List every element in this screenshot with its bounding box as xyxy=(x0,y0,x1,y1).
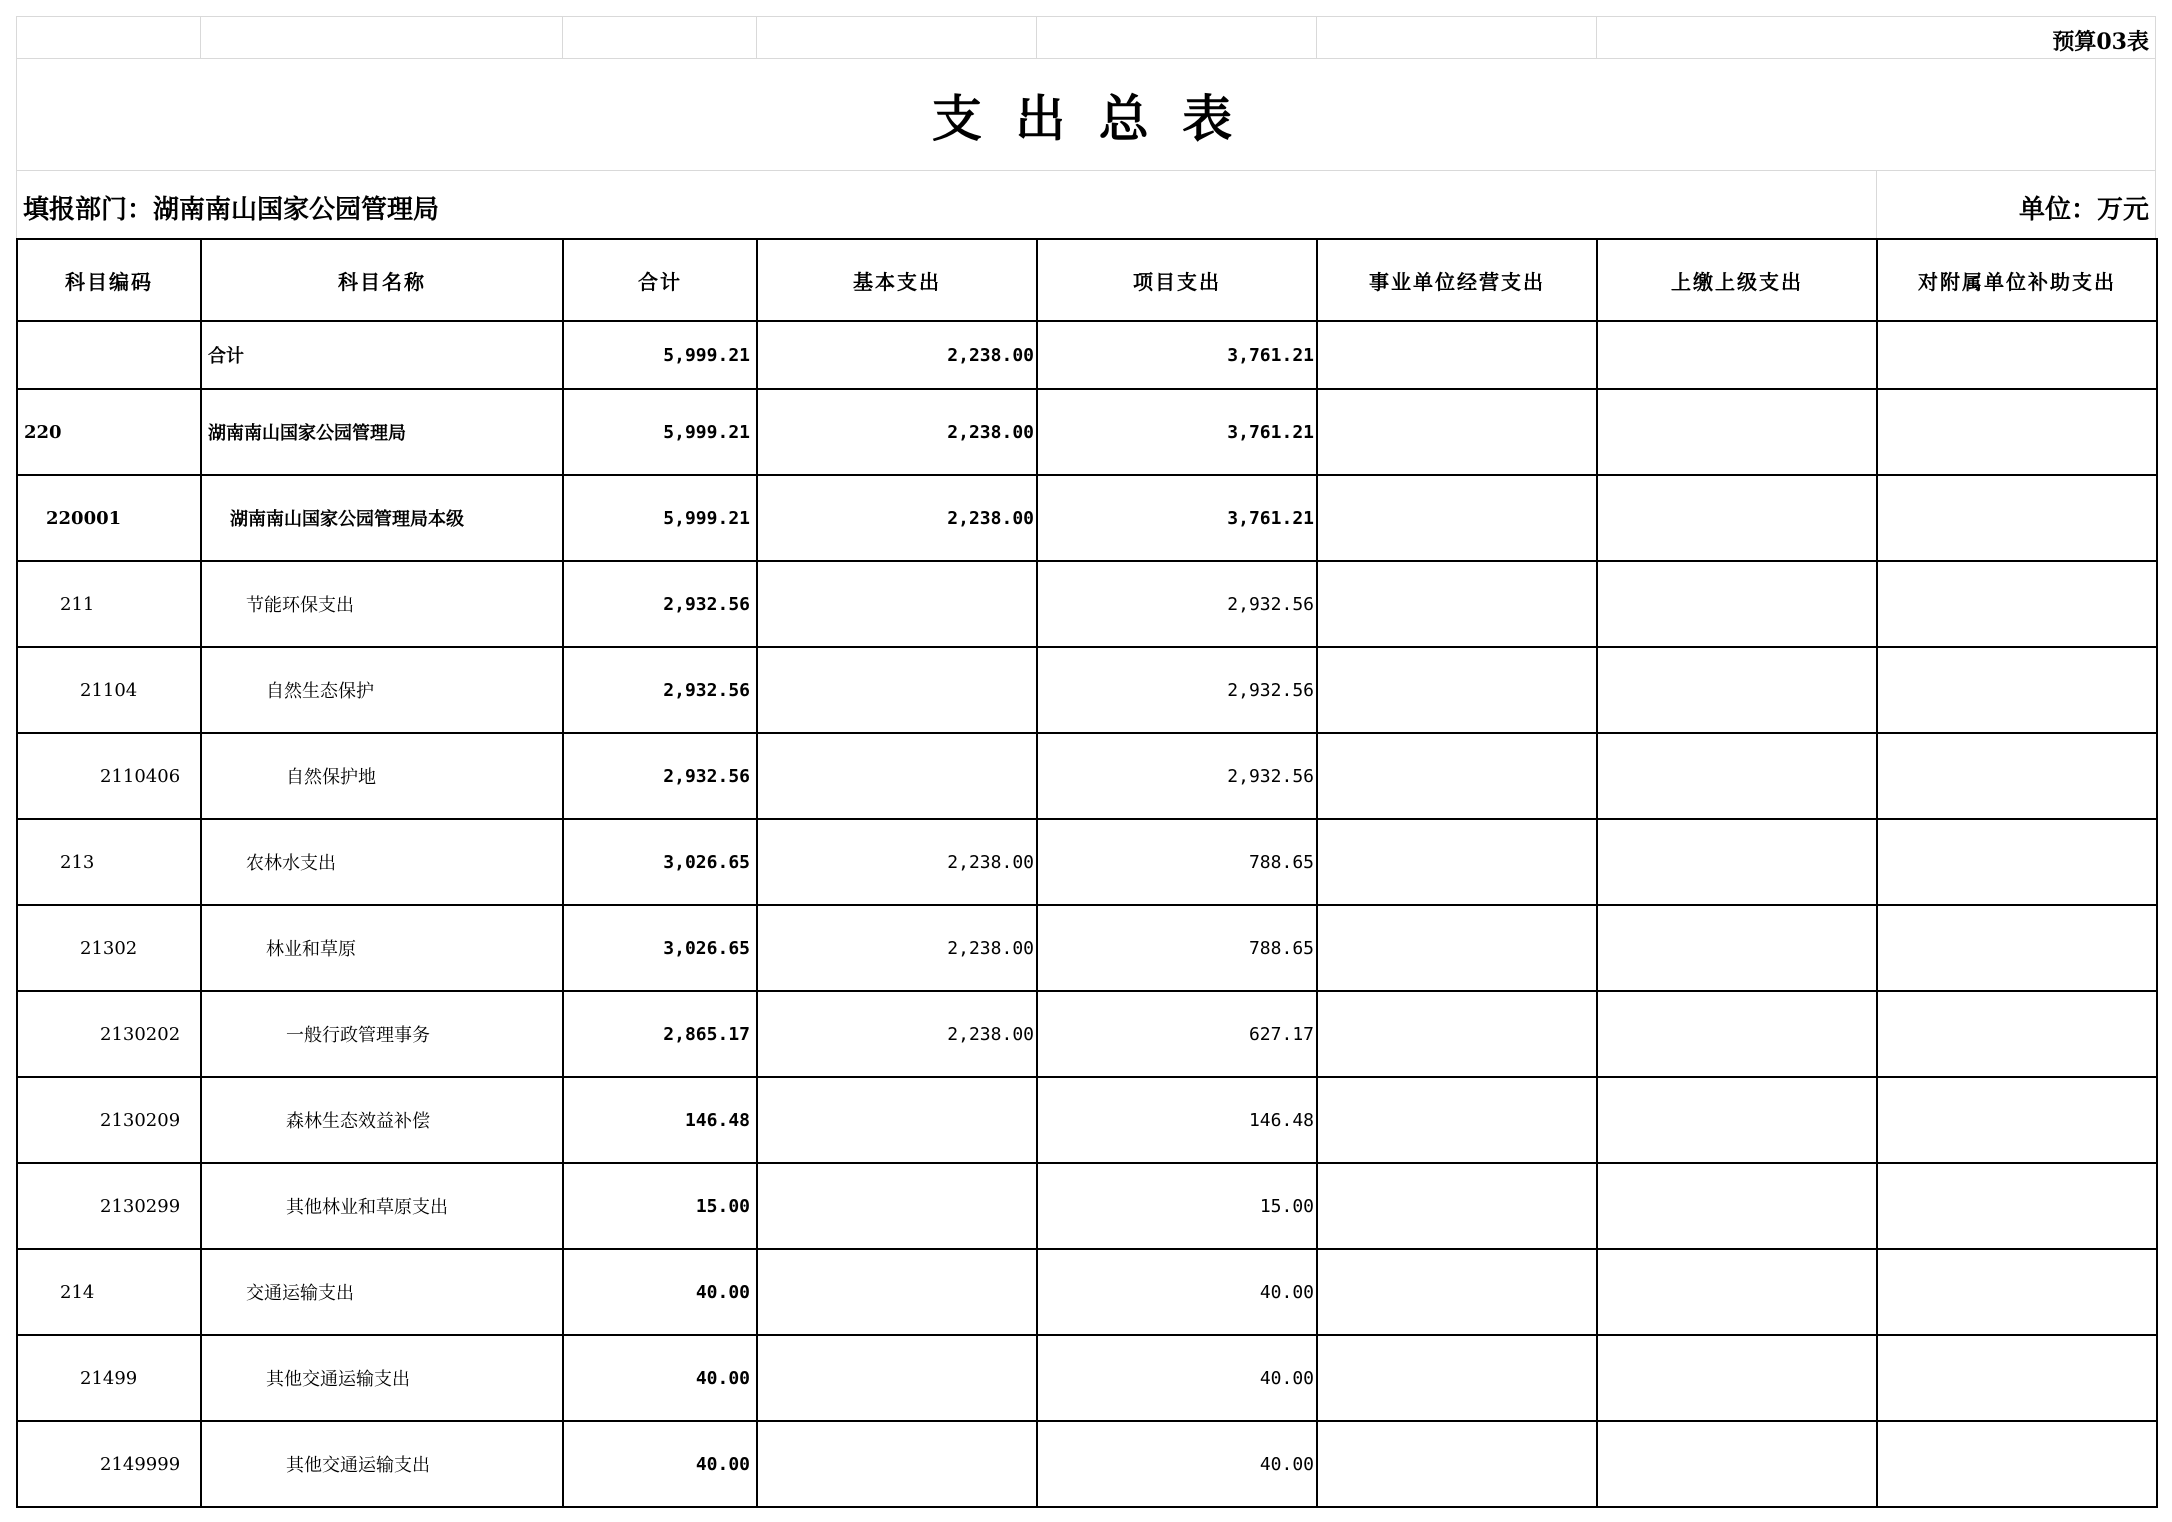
cell-project: 2,932.56 xyxy=(1037,561,1317,647)
cell-total: 40.00 xyxy=(563,1249,757,1335)
cell-basic xyxy=(757,1077,1037,1163)
cell-project: 40.00 xyxy=(1037,1335,1317,1421)
cell-subsidy xyxy=(1877,1249,2157,1335)
table-row xyxy=(17,733,2157,819)
table-row xyxy=(17,819,2157,905)
cell-superior xyxy=(1597,475,1877,561)
cell-subsidy xyxy=(1877,1421,2157,1507)
cell-project: 788.65 xyxy=(1037,819,1317,905)
cell-code xyxy=(17,321,201,389)
cell-business xyxy=(1317,647,1597,733)
cell-total: 2,932.56 xyxy=(563,647,757,733)
table-body xyxy=(17,321,2157,1507)
cell-project: 146.48 xyxy=(1037,1077,1317,1163)
unit-label: 单位：万元 xyxy=(2018,195,2149,225)
cell-business xyxy=(1317,1335,1597,1421)
cell-basic: 2,238.00 xyxy=(757,475,1037,561)
cell-superior xyxy=(1597,321,1877,389)
cell-code: 214 xyxy=(17,1249,201,1335)
header-project: 项目支出 xyxy=(1037,239,1317,321)
cell-code: 213 xyxy=(17,819,201,905)
cell-total: 40.00 xyxy=(563,1335,757,1421)
cell-superior xyxy=(1597,561,1877,647)
cell-code: 2130209 xyxy=(17,1077,201,1163)
cell-total: 3,026.65 xyxy=(563,905,757,991)
expenditure-table xyxy=(16,238,2158,1508)
cell-business xyxy=(1317,991,1597,1077)
cell-superior xyxy=(1597,647,1877,733)
cell-superior xyxy=(1597,1163,1877,1249)
title-row xyxy=(16,58,2156,170)
cell-code: 211 xyxy=(17,561,201,647)
cell-superior xyxy=(1597,733,1877,819)
cell-name: 其他交通运输支出 xyxy=(201,1335,563,1421)
table-row xyxy=(17,1163,2157,1249)
cell-code: 2130202 xyxy=(17,991,201,1077)
cell-superior xyxy=(1597,1421,1877,1507)
cell-basic xyxy=(757,1335,1037,1421)
cell-name: 森林生态效益补偿 xyxy=(201,1077,563,1163)
cell-basic: 2,238.00 xyxy=(757,321,1037,389)
cell-basic xyxy=(757,561,1037,647)
top-row xyxy=(16,16,2156,58)
header-superior: 上缴上级支出 xyxy=(1597,239,1877,321)
cell-business xyxy=(1317,733,1597,819)
cell-total: 2,932.56 xyxy=(563,733,757,819)
cell-subsidy xyxy=(1877,561,2157,647)
cell-superior xyxy=(1597,991,1877,1077)
cell-project: 788.65 xyxy=(1037,905,1317,991)
cell-business xyxy=(1317,561,1597,647)
cell-superior xyxy=(1597,819,1877,905)
cell-subsidy xyxy=(1877,905,2157,991)
cell-basic xyxy=(757,647,1037,733)
cell-name: 交通运输支出 xyxy=(201,1249,563,1335)
cell-basic xyxy=(757,733,1037,819)
cell-total: 5,999.21 xyxy=(563,389,757,475)
cell-code: 220001 xyxy=(17,475,201,561)
form-number-label: 预算03表 xyxy=(2052,29,2149,55)
cell-name: 自然保护地 xyxy=(201,733,563,819)
cell-name: 林业和草原 xyxy=(201,905,563,991)
page-title: 支 出 总 表 xyxy=(931,88,1241,148)
cell-name: 自然生态保护 xyxy=(201,647,563,733)
cell-project: 15.00 xyxy=(1037,1163,1317,1249)
cell-code: 21104 xyxy=(17,647,201,733)
cell-code: 2130299 xyxy=(17,1163,201,1249)
cell-basic: 2,238.00 xyxy=(757,905,1037,991)
cell-business xyxy=(1317,819,1597,905)
cell-project: 627.17 xyxy=(1037,991,1317,1077)
cell-project: 2,932.56 xyxy=(1037,647,1317,733)
cell-project: 40.00 xyxy=(1037,1249,1317,1335)
cell-subsidy xyxy=(1877,475,2157,561)
cell-business xyxy=(1317,389,1597,475)
header-total: 合计 xyxy=(563,239,757,321)
cell-business xyxy=(1317,1249,1597,1335)
cell-total: 15.00 xyxy=(563,1163,757,1249)
cell-project: 3,761.21 xyxy=(1037,389,1317,475)
table-row xyxy=(17,475,2157,561)
cell-superior xyxy=(1597,389,1877,475)
cell-superior xyxy=(1597,1249,1877,1335)
cell-basic xyxy=(757,1163,1037,1249)
cell-code: 220 xyxy=(17,389,201,475)
cell-project: 40.00 xyxy=(1037,1421,1317,1507)
cell-total: 5,999.21 xyxy=(563,475,757,561)
cell-name: 节能环保支出 xyxy=(201,561,563,647)
cell-code: 21302 xyxy=(17,905,201,991)
table-row xyxy=(17,647,2157,733)
cell-business xyxy=(1317,321,1597,389)
table-row xyxy=(17,1249,2157,1335)
cell-subsidy xyxy=(1877,1335,2157,1421)
cell-subsidy xyxy=(1877,1163,2157,1249)
info-row xyxy=(16,170,2156,238)
cell-total: 2,865.17 xyxy=(563,991,757,1077)
table-row xyxy=(17,1421,2157,1507)
header-row xyxy=(17,239,2157,321)
header-business: 事业单位经营支出 xyxy=(1317,239,1597,321)
cell-superior xyxy=(1597,1077,1877,1163)
cell-name: 合计 xyxy=(201,321,563,389)
table-row xyxy=(17,905,2157,991)
cell-superior xyxy=(1597,905,1877,991)
cell-superior xyxy=(1597,1335,1877,1421)
cell-business xyxy=(1317,905,1597,991)
cell-name: 湖南南山国家公园管理局 xyxy=(201,389,563,475)
cell-subsidy xyxy=(1877,321,2157,389)
cell-basic: 2,238.00 xyxy=(757,389,1037,475)
header-basic: 基本支出 xyxy=(757,239,1037,321)
cell-total: 2,932.56 xyxy=(563,561,757,647)
cell-subsidy xyxy=(1877,389,2157,475)
spreadsheet xyxy=(16,16,2156,1508)
cell-basic xyxy=(757,1421,1037,1507)
table-row xyxy=(17,1077,2157,1163)
cell-project: 2,932.56 xyxy=(1037,733,1317,819)
cell-total: 3,026.65 xyxy=(563,819,757,905)
cell-total: 5,999.21 xyxy=(563,321,757,389)
total-row xyxy=(17,321,2157,389)
cell-project: 3,761.21 xyxy=(1037,321,1317,389)
cell-subsidy xyxy=(1877,647,2157,733)
cell-subsidy xyxy=(1877,733,2157,819)
cell-name: 农林水支出 xyxy=(201,819,563,905)
header-subsidy: 对附属单位补助支出 xyxy=(1877,239,2157,321)
cell-name: 其他林业和草原支出 xyxy=(201,1163,563,1249)
cell-code: 21499 xyxy=(17,1335,201,1421)
cell-total: 40.00 xyxy=(563,1421,757,1507)
cell-business xyxy=(1317,475,1597,561)
cell-business xyxy=(1317,1421,1597,1507)
cell-basic: 2,238.00 xyxy=(757,991,1037,1077)
cell-business xyxy=(1317,1077,1597,1163)
cell-total: 146.48 xyxy=(563,1077,757,1163)
cell-name: 湖南南山国家公园管理局本级 xyxy=(201,475,563,561)
cell-basic xyxy=(757,1249,1037,1335)
cell-subsidy xyxy=(1877,819,2157,905)
table-row xyxy=(17,991,2157,1077)
cell-subsidy xyxy=(1877,991,2157,1077)
header-code: 科目编码 xyxy=(17,239,201,321)
cell-name: 其他交通运输支出 xyxy=(201,1421,563,1507)
table-row xyxy=(17,1335,2157,1421)
header-name: 科目名称 xyxy=(201,239,563,321)
cell-name: 一般行政管理事务 xyxy=(201,991,563,1077)
cell-basic: 2,238.00 xyxy=(757,819,1037,905)
department-label: 填报部门：湖南南山国家公园管理局 xyxy=(23,195,440,225)
table-row xyxy=(17,389,2157,475)
cell-code: 2149999 xyxy=(17,1421,201,1507)
cell-business xyxy=(1317,1163,1597,1249)
cell-code: 2110406 xyxy=(17,733,201,819)
cell-subsidy xyxy=(1877,1077,2157,1163)
cell-project: 3,761.21 xyxy=(1037,475,1317,561)
table-row xyxy=(17,561,2157,647)
